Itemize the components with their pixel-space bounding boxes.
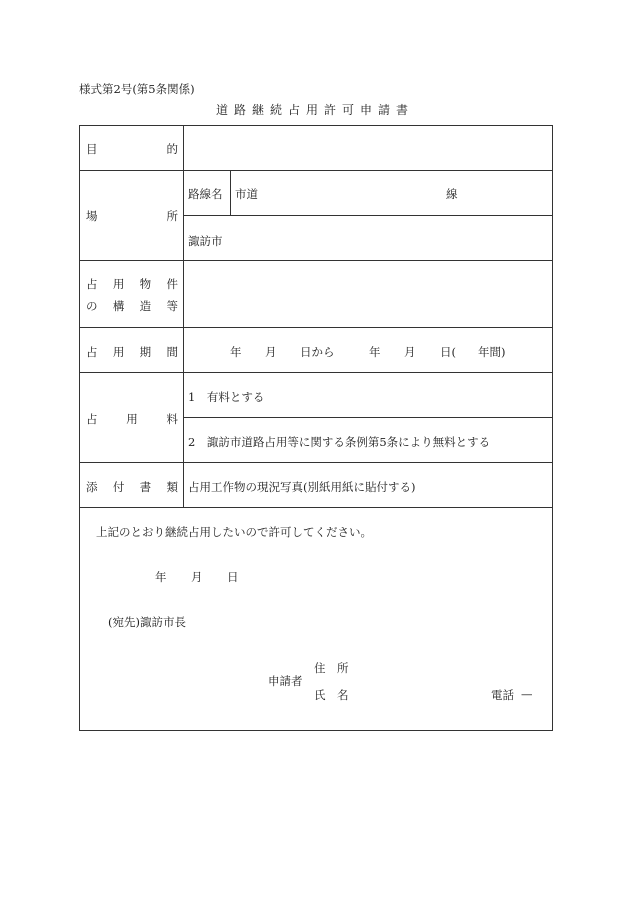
structure-label-line1: 占 用 物 件: [86, 277, 178, 291]
name-label: 氏 名: [314, 688, 349, 702]
address-prefix: 諏訪市: [188, 234, 223, 248]
attachments-value: 占用工作物の現況写真(別紙用紙に貼付する): [188, 480, 416, 494]
fee-option-paid[interactable]: 1 有料とする: [188, 390, 265, 404]
date-year: 年: [155, 570, 167, 584]
address-label: 住 所: [314, 661, 349, 675]
application-form-table: [79, 125, 553, 731]
period-years: 年間): [478, 345, 506, 359]
fee-option-free[interactable]: 2 諏訪市道路占用等に関する条例第5条により無料とする: [188, 435, 491, 449]
row-divider: [183, 417, 552, 418]
request-statement: 上記のとおり継続占用したいので許可してください。: [96, 525, 372, 539]
route-name-label: 路線名: [188, 187, 223, 201]
fee-label: 占 用 料: [86, 412, 178, 426]
phone-dash: —: [521, 687, 533, 701]
document-title: 道路継続占用許可申請書: [215, 103, 414, 117]
date-day: 日: [227, 570, 239, 584]
structure-field[interactable]: [184, 261, 552, 326]
row-divider: [80, 507, 552, 508]
period-start-year: 年: [230, 345, 242, 359]
phone-label: 電話: [491, 688, 514, 702]
period-start-month: 月: [265, 345, 277, 359]
attachments-label: 添 付 書 類: [86, 480, 178, 494]
row-divider: [183, 215, 552, 216]
period-end-month: 月: [404, 345, 416, 359]
form-number: 様式第2号(第5条関係): [79, 82, 195, 96]
route-suffix: 線: [446, 187, 458, 201]
location-label: 場 所: [86, 209, 178, 223]
addressee: (宛先)諏訪市長: [108, 615, 186, 629]
purpose-label: 目 的: [86, 142, 178, 156]
purpose-field[interactable]: [184, 127, 552, 169]
period-start-day: 日から: [300, 345, 335, 359]
row-divider: [80, 372, 552, 373]
period-end-day: 日(: [440, 345, 456, 359]
period-label: 占 用 期 間: [86, 345, 178, 359]
period-end-year: 年: [369, 345, 381, 359]
row-divider: [80, 170, 552, 171]
column-divider: [230, 170, 231, 215]
structure-label-line2: の 構 造 等: [86, 299, 178, 313]
date-month: 月: [191, 570, 203, 584]
route-prefix: 市道: [235, 187, 258, 201]
row-divider: [80, 327, 552, 328]
row-divider: [80, 462, 552, 463]
applicant-label: 申請者: [268, 674, 303, 688]
